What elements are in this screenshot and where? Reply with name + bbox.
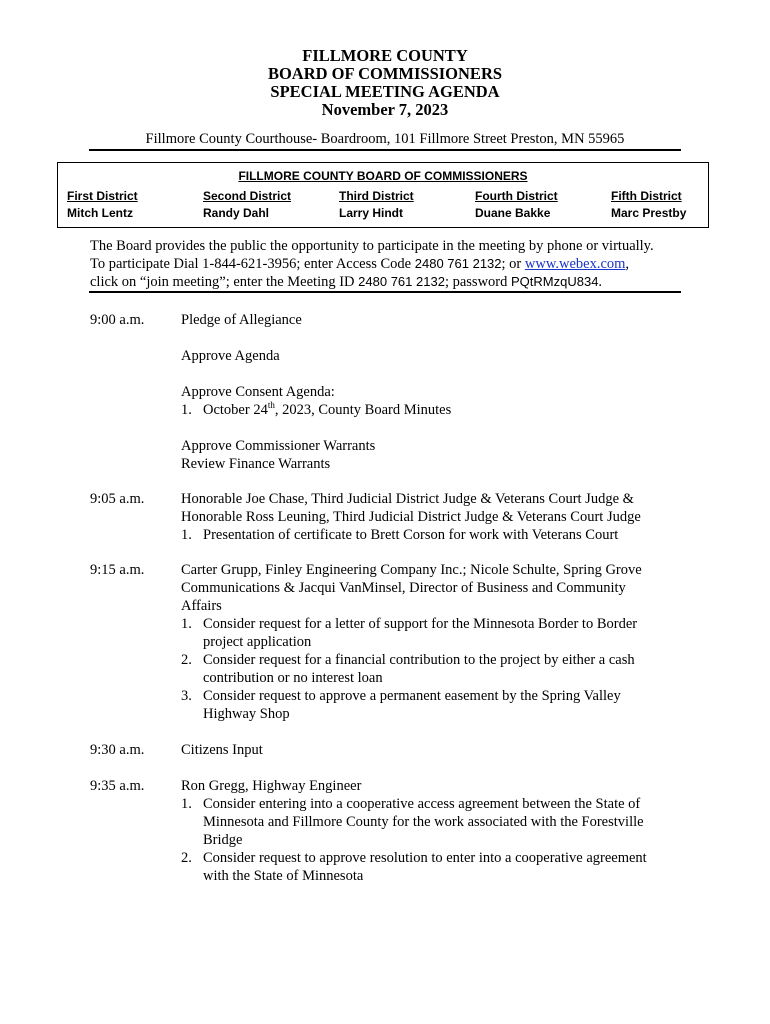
notice-text: click on “join meeting”; enter the Meeting ID xyxy=(90,274,359,290)
agenda-time: 9:35 a.m. xyxy=(90,778,145,794)
list-text: Highway Shop xyxy=(203,706,290,722)
meeting-address: Fillmore County Courthouse- Boardroom, 101 Fillmore Street Preston, MN 55965 xyxy=(145,131,625,147)
agenda-item xyxy=(90,311,690,473)
list-item xyxy=(181,526,681,544)
list-item xyxy=(181,651,681,687)
judge-list xyxy=(181,526,681,544)
agenda-item xyxy=(90,777,690,885)
list-item xyxy=(181,401,681,419)
agenda-text: Review Finance Warrants xyxy=(181,456,331,472)
list-text: Consider request to approve a permanent easement by the Spring Valley xyxy=(203,688,621,704)
district-column xyxy=(67,188,138,222)
district-label: First District xyxy=(67,189,138,203)
list-number: 3. xyxy=(181,688,192,704)
district-label: Fifth District xyxy=(611,189,682,203)
districts-title: FILLMORE COUNTY BOARD OF COMMISSIONERS xyxy=(238,169,528,183)
district-column xyxy=(611,188,686,222)
header-rule xyxy=(89,149,681,151)
notice-text: ; or xyxy=(501,256,525,272)
county-title: FILLMORE COUNTY xyxy=(302,46,468,65)
district-label: Fourth District xyxy=(475,189,558,203)
agenda-item xyxy=(90,741,690,759)
list-item xyxy=(181,687,681,723)
carter-list xyxy=(181,615,681,723)
agenda-time: 9:15 a.m. xyxy=(90,562,145,578)
agenda-body xyxy=(181,741,681,759)
consent-list xyxy=(181,401,681,419)
access-code: 2480 761 2132 xyxy=(414,256,502,271)
meeting-title: SPECIAL MEETING AGENDA xyxy=(270,82,500,101)
agenda-text: Carter Grupp, Finley Engineering Company Inc.; Nicole Schulte, Spring Grove xyxy=(181,562,642,578)
notice-text: . xyxy=(598,274,603,290)
agenda-list xyxy=(90,311,690,885)
notice-text: , xyxy=(625,256,630,272)
district-column xyxy=(339,188,414,222)
agenda-text: Approve Commissioner Warrants xyxy=(181,438,376,454)
list-text: October 24 xyxy=(203,402,268,418)
notice-line xyxy=(90,273,690,291)
agenda-text: Communications & Jacqui VanMinsel, Director of Business and Community xyxy=(181,580,626,596)
commissioner-name: Randy Dahl xyxy=(203,206,270,220)
list-item xyxy=(181,795,681,849)
list-item xyxy=(181,615,681,651)
commissioner-name: Duane Bakke xyxy=(475,206,551,220)
notice-line xyxy=(90,255,690,273)
commissioner-name: Marc Prestby xyxy=(611,206,687,220)
list-text: Consider entering into a cooperative access agreement between the State of xyxy=(203,796,641,812)
agenda-header xyxy=(0,47,770,119)
district-label: Second District xyxy=(203,189,292,203)
agenda-body xyxy=(181,777,681,885)
notice-rule xyxy=(89,291,681,293)
participation-notice xyxy=(90,237,690,291)
list-text: project application xyxy=(203,634,312,650)
list-text: Consider request to approve resolution to enter into a cooperative agreement xyxy=(203,850,647,866)
board-title: BOARD OF COMMISSIONERS xyxy=(267,64,503,83)
notice-text: To participate Dial 1-844-621-3956; enter Access Code xyxy=(90,256,415,272)
agenda-text: Affairs xyxy=(181,598,222,614)
agenda-time: 9:30 a.m. xyxy=(90,742,145,758)
agenda-time: 9:00 a.m. xyxy=(90,312,145,328)
list-text: Bridge xyxy=(203,832,243,848)
list-number: 2. xyxy=(181,850,192,866)
agenda-body xyxy=(181,311,681,473)
agenda-text: Pledge of Allegiance xyxy=(181,312,302,328)
agenda-body xyxy=(181,490,681,544)
list-number: 1. xyxy=(181,796,192,812)
ron-list xyxy=(181,795,681,885)
list-text: , 2023, County Board Minutes xyxy=(274,402,452,418)
list-text: with the State of Minnesota xyxy=(203,868,364,884)
agenda-text: Approve Agenda xyxy=(181,348,280,364)
list-text: Minnesota and Fillmore County for the work associated with the Forestville xyxy=(203,814,644,830)
agenda-text: Ron Gregg, Highway Engineer xyxy=(181,778,362,794)
list-number: 2. xyxy=(181,652,192,668)
list-number: 1. xyxy=(181,402,192,418)
meeting-password: PQtRMzqU834 xyxy=(511,274,599,289)
webex-link[interactable]: www.webex.com xyxy=(524,256,626,272)
meeting-id: 2480 761 2132 xyxy=(358,274,445,289)
list-text: Presentation of certificate to Brett Corson for work with Veterans Court xyxy=(203,527,619,543)
list-text: Consider request for a letter of support for the Minnesota Border to Border xyxy=(203,616,638,632)
district-column xyxy=(203,188,291,222)
list-item xyxy=(181,849,681,885)
district-column xyxy=(475,188,558,222)
ordinal-suffix: th xyxy=(267,400,275,411)
agenda-text: Approve Consent Agenda: xyxy=(181,384,335,400)
agenda-time: 9:05 a.m. xyxy=(90,491,145,507)
agenda-body xyxy=(181,561,681,723)
meeting-date: November 7, 2023 xyxy=(321,100,449,119)
agenda-item xyxy=(90,561,690,723)
districts-box xyxy=(57,162,709,228)
district-label: Third District xyxy=(339,189,414,203)
agenda-text: Honorable Ross Leuning, Third Judicial District Judge & Veterans Court Judge xyxy=(181,509,641,525)
notice-text: ; password xyxy=(444,274,511,290)
commissioner-name: Mitch Lentz xyxy=(67,206,133,220)
list-number: 1. xyxy=(181,616,192,632)
commissioner-name: Larry Hindt xyxy=(339,206,404,220)
list-number: 1. xyxy=(181,527,192,543)
agenda-text: Honorable Joe Chase, Third Judicial District Judge & Veterans Court Judge & xyxy=(181,491,634,507)
agenda-item xyxy=(90,490,690,544)
list-text: contribution or no interest loan xyxy=(203,670,383,686)
list-text: Consider request for a financial contribution to the project by either a cash xyxy=(203,652,635,668)
notice-line: The Board provides the public the opportunity to participate in the meeting by phone or virtually. xyxy=(90,238,654,254)
agenda-text: Citizens Input xyxy=(181,742,263,758)
